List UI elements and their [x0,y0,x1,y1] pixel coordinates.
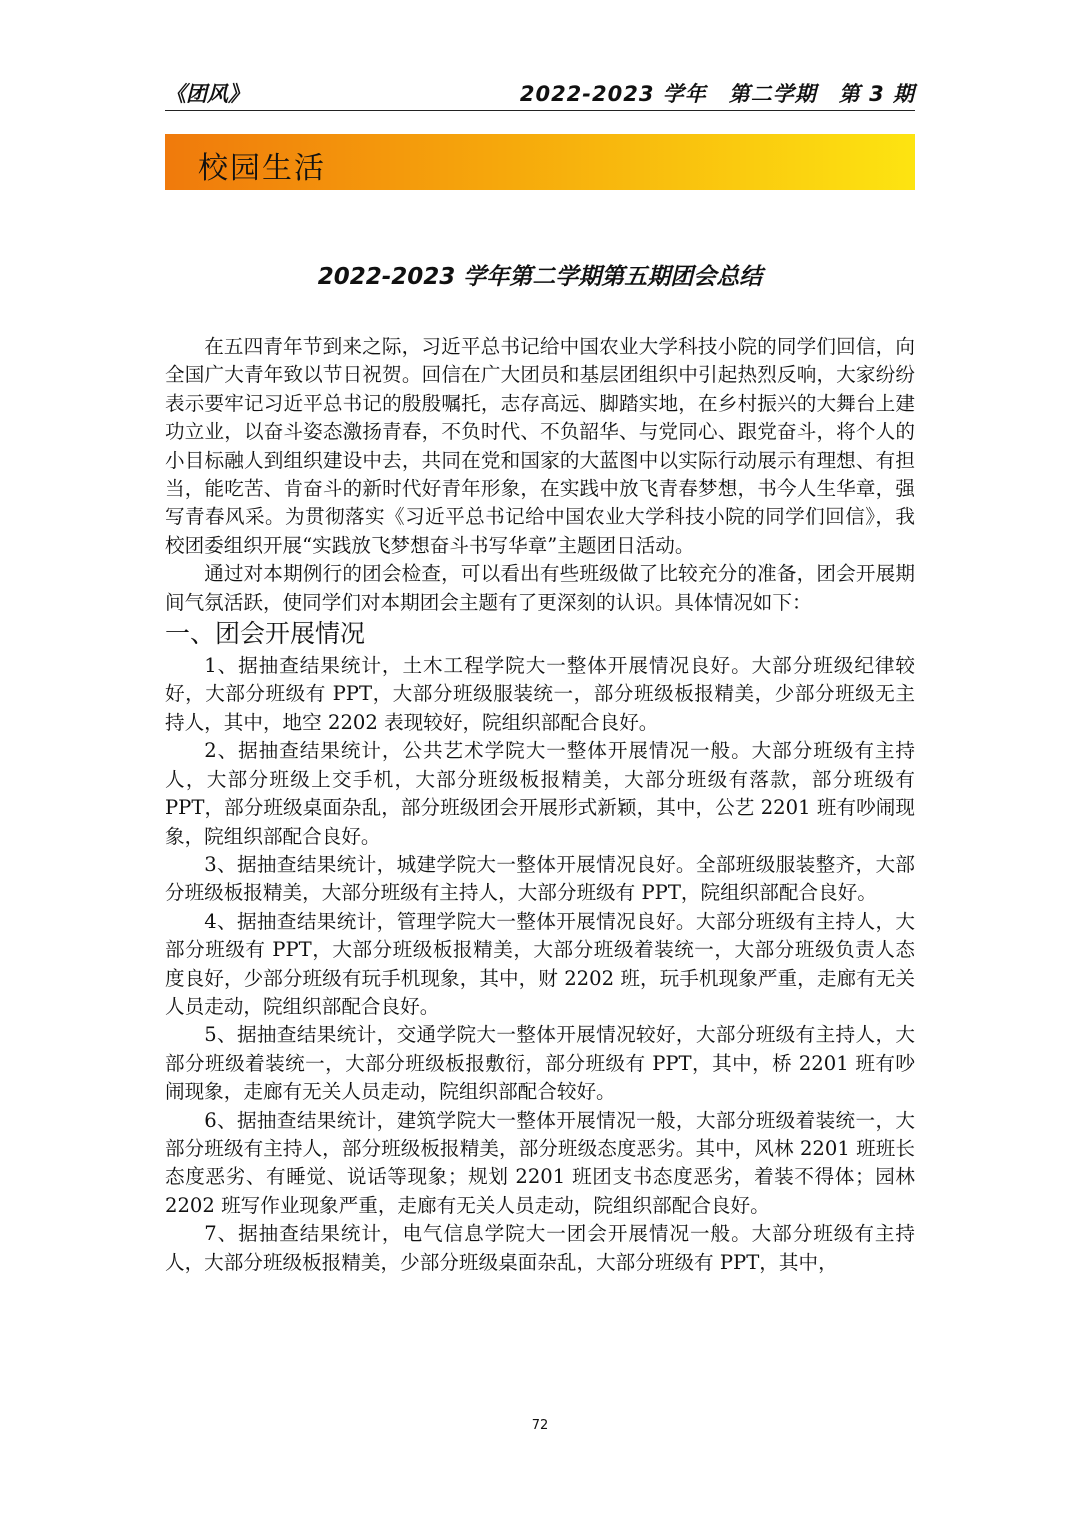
intro-paragraph: 在五四青年节到来之际，习近平总书记给中国农业大学科技小院的同学们回信，向全国广大青年致以节日祝贺。回信在广大团员和基层团组织中引起热烈反响，大家纷纷表示要牢记习近平总书记的殷殷嘱托，志存高远、脚踏实地，在乡村振兴的大舞台上建功立业，以奋斗姿态激扬青春，不负时代、不负韶华、与党同心、跟党奋斗，将个人的小目标融人到组织建设中去，共同在党和国家的大蓝图中以实际行动展示有理想、有担当，能吃苦、肯奋斗的新时代好青年形象，在实践中放飞青春梦想，书今人生华章，强写青春风采。为贯彻落实《习近平总书记给中国农业大学科技小院的同学们回信》，我校团委组织开展“实践放飞梦想奋斗书写华章”主题团日活动。 [165,335,915,557]
list-item: 2、据抽查结果统计，公共艺术学院大一整体开展情况一般。大部分班级有主持人，大部分班级上交手机，大部分班级板报精美，大部分班级有落款，部分班级有 PPT，部分班级桌面杂乱，部分班级团会开展形式新颖，其中，公艺 2201 班有吵闹现象，院组织部配合良好。 [165,739,915,848]
journal-name: 《团风》 [165,82,249,106]
list-item: 7、据抽查结果统计，电气信息学院大一团会开展情况一般。大部分班级有主持人，大部分班级板报精美，少部分班级桌面杂乱，大部分班级有 PPT，其中， [165,1222,915,1274]
section-banner [165,134,915,190]
intro-paragraph-2: 通过对本期例行的团会检查，可以看出有些班级做了比较充分的准备，团会开展期间气氛活跃，使同学们对本期团会主题有了更深刻的认识。具体情况如下： [165,562,915,614]
section-heading: 一、团会开展情况 [165,619,366,649]
list-item: 4、据抽查结果统计，管理学院大一整体开展情况良好。大部分班级有主持人，大部分班级有 PPT，大部分班级板报精美，大部分班级着装统一，大部分班级负责人态度良好，少部分班级有玩手机现象，其中，财 2202 班，玩手机现象严重，走廊有无关人员走动，院组织部配合良好。 [165,909,915,1018]
list-item: 5、据抽查结果统计，交通学院大一整体开展情况较好，大部分班级有主持人，大部分班级着装统一，大部分班级板报敷衍，部分班级有 PPT，其中，桥 2201 班有吵闹现象，走廊有无关人员走动，院组织部配合较好。 [165,1023,915,1104]
article-body [165,333,915,1277]
header-divider [165,110,915,111]
issue-info: 2022-2023 学年 第二学期 第 3 期 [519,82,915,106]
list-item: 3、据抽查结果统计，城建学院大一整体开展情况良好。全部班级服装整齐，大部分班级板报精美，大部分班级有主持人，大部分班级有 PPT，院组织部配合良好。 [165,852,915,905]
section-banner-label: 校园生活 [198,151,326,186]
list-item: 1、据抽查结果统计，土木工程学院大一整体开展情况良好。大部分班级纪律较好，大部分班级有 PPT，大部分班级服装统一，部分班级板报精美，少部分班级无主持人，其中，地空 2202 表现较好，院组织部配合良好。 [165,654,915,734]
article-title: 2022-2023 学年第二学期第五期团会总结 [317,264,763,290]
list-item: 6、据抽查结果统计，建筑学院大一整体开展情况一般，大部分班级着装统一，大部分班级有主持人，部分班级板报精美，部分班级态度恶劣。其中，风林 2201 班班长态度恶劣、有睡觉、说话等现象；规划 2201 班团支书态度恶劣，着装不得体；园林 2202 班写作业现象严重，走廊有无关人员走动，院组织部配合良好。 [165,1108,915,1217]
page-number: 72 [531,1418,549,1433]
